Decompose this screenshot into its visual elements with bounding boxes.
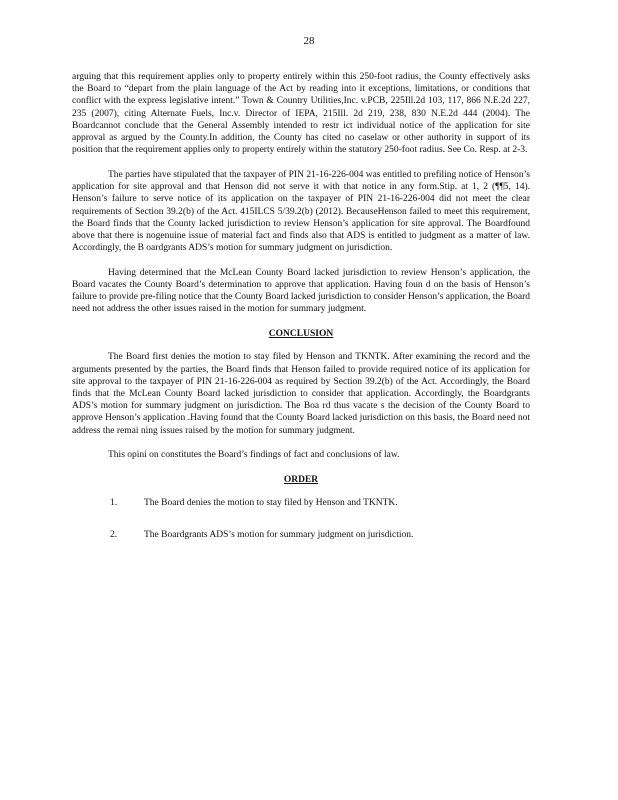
order-heading: ORDER (283, 474, 319, 485)
order-item-number: 2. (110, 530, 118, 541)
document-body (72, 71, 530, 562)
paragraph-determination: Having determined that the McLean County Board lacked jurisdiction to review Henson’s application, the Board vacates the County Board’s determination to approve that application. Having foun d on the basis of Henson’s failure to provide pre-filing notice that the County Board lacked jurisdiction to consider Henson’s application, the Board need not address the other issues raised in the motion for summary judgment. (72, 267, 530, 315)
order-item-number: 1. (110, 498, 118, 509)
order-item (72, 529, 530, 541)
order-item (72, 497, 530, 509)
conclusion-heading: CONCLUSION (268, 329, 334, 340)
paragraph-stipulation: The parties have stipulated that the taxpayer of PIN 21-16-226-004 was entitled to prefiling notice of Henson’s application for site approval and that Henson did not serve it with that notice in any form.Stip. at 1, 2 (¶¶5, 14). Henson’s failure to serve notice of its application on the taxpayer of PIN 21-16-226-004 did not meet the clear requirements of Section 39.2(b) of the Act. 415ILCS 5/39.2(b) (2012). BecauseHenson failed to meet this requirement, the Board finds that the County lacked jurisdiction to review Henson’s application for site approval. The Boardfound above that there is nogenuine issue of material fact and finds also that ADS is entitled to judgment as a matter of law. Accordingly, the B oardgrants ADS’s motion for summary judgment on jurisdiction. (72, 169, 530, 254)
order-item-text: The Boardgrants ADS’s motion for summary judgment on jurisdiction. (144, 530, 414, 541)
paragraph-conclusion: The Board first denies the motion to stay filed by Henson and TKNTK. After examining the record and the arguments presented by the parties, the Board finds that Henson failed to provide required notice of its application for site approval to the taxpayer of PIN 21-16-226-004 as required by Section 39.2(b) of the Act. Accordingly, the Board finds that the McLean County Board lacked jurisdiction to consider that application. Accordingly, the Boardgrants ADS’s motion for summary judgment on jurisdiction. The Boa rd thus vacate s the decision of the County Board to approve Henson’s application .Having found that the County Board lacked jurisdiction on this basis, the Board need not address the remai ning issues raised by the motion for summary judgment. (72, 352, 530, 436)
order-item-text: The Board denies the motion to stay filed by Henson and TKNTK. (144, 498, 398, 509)
paragraph-findings: This opini on constitutes the Board’s findings of fact and conclusions of law. (108, 450, 400, 461)
page-number: 28 (303, 35, 315, 47)
paragraph-argument: arguing that this requirement applies only to property entirely within this 250-foot radius, the County effectively asks the Board to “depart from the plain language of the Act by reading into it exceptions, limitations, or conditions that conflict with the express legislative intent.” Town & Country Utilities,Inc. v.PCB, 225Ill.2d 103, 117, 866 N.E.2d 227, 235 (2007), citing Alternate Fuels, Inc.v. Director of IEPA, 215Ill. 2d 219, 238, 830 N.E.2d 444 (2004). The Boardcannot conclude that the General Assembly intended to restr ict individual notice of the application for site approval as argued by the County.In addition, the County has cited no caselaw or other authority in support of its position that the requirement applies only to property entirely within the statutory 250-foot radius. See Co. Resp. at 2-3. (72, 72, 530, 156)
